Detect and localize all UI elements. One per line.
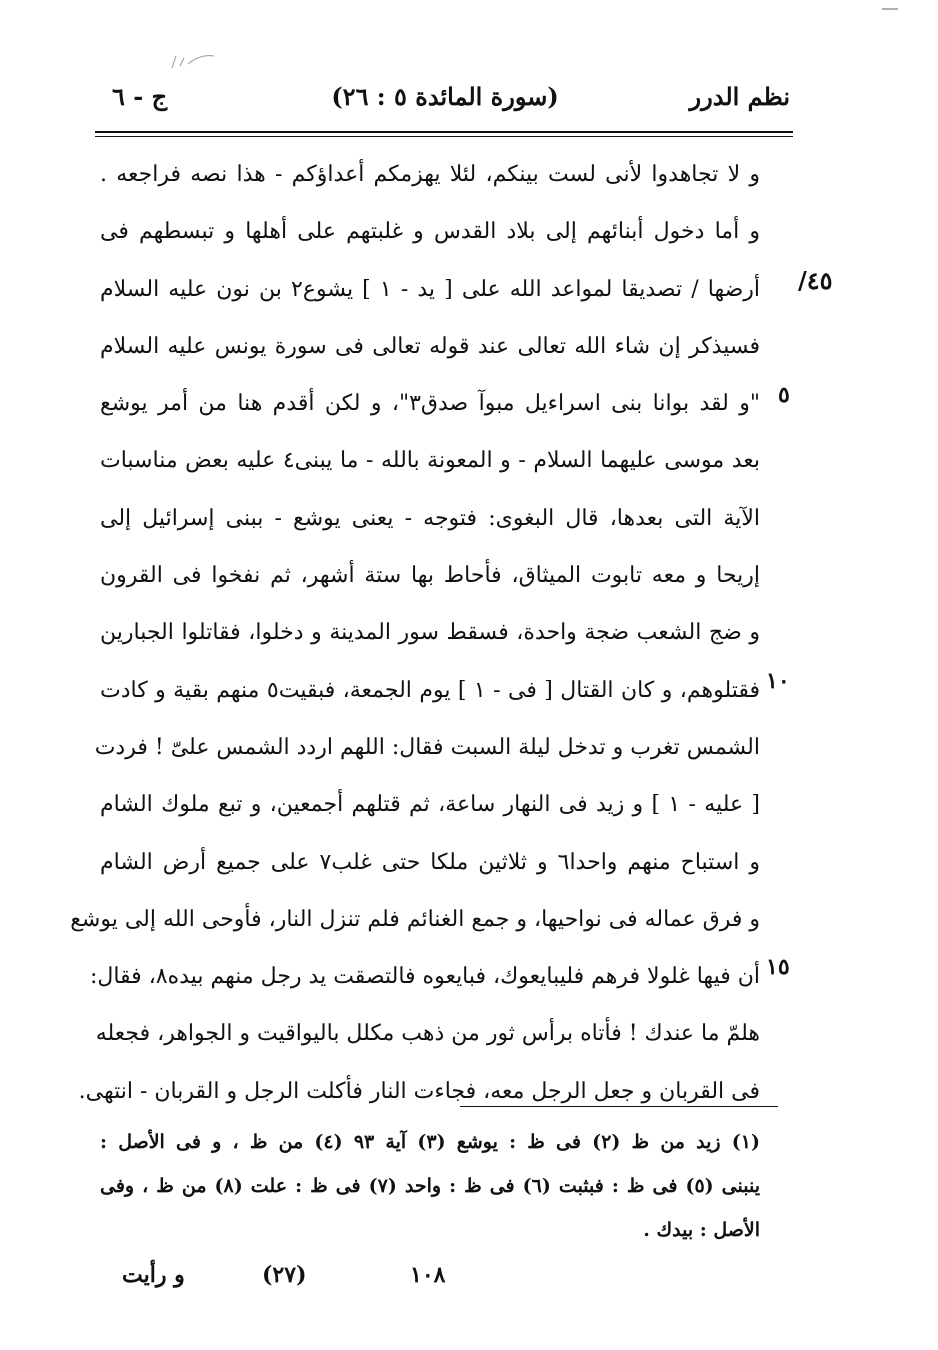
volume-number: ج - ٦ (112, 82, 168, 111)
footnote-line: الأصل : بيدك . (643, 1219, 760, 1241)
book-title: نظم الدرر (689, 82, 790, 111)
text-line: هلمّ ما عندك ! فأتاه برأس ثور من ذهب مكلل باليواقيت و الجواهر، فجعله (95, 1021, 760, 1047)
footnote-line: ينبنى (٥) فى ظ : فبثبت (٦) فى ظ : واحد (٧) فى ظ : علت (٨) من ظ ، وفى (100, 1175, 761, 1197)
surah-reference: (سورة المائدة ٥ : ٢٦) (331, 82, 559, 111)
footnotes (100, 1120, 760, 1252)
text-line: بعد موسى عليهما السلام - و المعونة بالله - ما يبنى٤ عليه بعض مناسبات (100, 448, 760, 474)
line-number-10: ١٠ (766, 668, 790, 694)
main-text (70, 146, 761, 1120)
line-number-5: ٥ (778, 382, 790, 408)
text-line: و أما دخول أبنائهم إلى بلاد القدس و غلبتهم على أهلها و تبسطهم فى (100, 219, 760, 245)
pencil-scribble (170, 50, 220, 72)
footnote-rule (460, 1106, 778, 1107)
text-line: و لا تجاهدوا لأنى لست بينكم، لئلا يهزمكم أعداؤكم - هذا نصه فراجعه . (100, 162, 760, 187)
text-line: و فرق عماله فى نواحيها، و جمع الغنائم فلم تنزل النار، فأوحى الله إلى يوشع (70, 906, 760, 932)
catchword: و رأيت (122, 1262, 185, 1288)
page-number: ١٠٨ (410, 1262, 446, 1288)
text-line: أرضها / تصديقا لمواعد الله على [ يد - ١ ] يشوع٢ بن نون عليه السلام (100, 276, 761, 302)
text-line: و استباح منهم واحدا٦ و ثلاثين ملكا حتى غلب٧ على جميع أرض الشام (100, 849, 760, 875)
text-line: فسيذكر إن شاء الله تعالى عند قوله تعالى فى سورة يونس عليه السلام (100, 333, 760, 359)
text-line: الشمس تغرب و تدخل ليلة السبت فقال: اللهم اردد الشمس علىّ ! فردت (94, 734, 760, 760)
header-rule (95, 131, 793, 133)
running-header (100, 82, 790, 122)
reel-number: (٢٧) (262, 1262, 307, 1288)
text-line: أن فيها غلولا فرهم فليبايعوك، فبايعوه فالتصقت يد رجل منهم بيده٨، فقال: (89, 964, 760, 990)
text-line: فى القربان و جعل الرجل معه، فجاءت النار فأكلت الرجل و القربان - انتهى. (78, 1078, 760, 1104)
footnote-line: (١) زيد من ظ (٢) فى ظ : يوشع (٣) آية ٩٣ (٤) من ظ ، و فى الأصل : (100, 1131, 760, 1153)
text-line: فقتلوهم، و كان القتال [ فى - ١ ] يوم الجمعة، فبقيت٥ منهم بقية و كادت (100, 677, 761, 703)
text-line: إريحا و معه تابوت الميثاق، فأحاط بها ستة أشهر، ثم نفخوا فى القرون (100, 563, 760, 589)
line-number-15: ١٥ (766, 954, 790, 980)
margin-folio-marker: ٤٥/ (798, 266, 833, 295)
text-line: الآية التى بعدها، قال البغوى: فتوجه - يعنى يوشع - ببنى إسرائيل إلى (100, 505, 760, 531)
header-rule-thin (95, 136, 793, 137)
text-line: و ضج الشعب ضجة واحدة، فسقط سور المدينة و دخلوا، فقاتلوا الجبارين (100, 620, 760, 646)
text-line: "و لقد بوانا بنى اسراءيل مبوآ صدق٣"، و لكن أقدم هنا من أمر يوشع (100, 391, 760, 417)
text-line: [ عليه - ١ ] و زيد فى النهار ساعة، ثم قتلهم أجمعين، و تبع ملوك الشام (100, 792, 761, 818)
corner-mark (880, 6, 900, 12)
